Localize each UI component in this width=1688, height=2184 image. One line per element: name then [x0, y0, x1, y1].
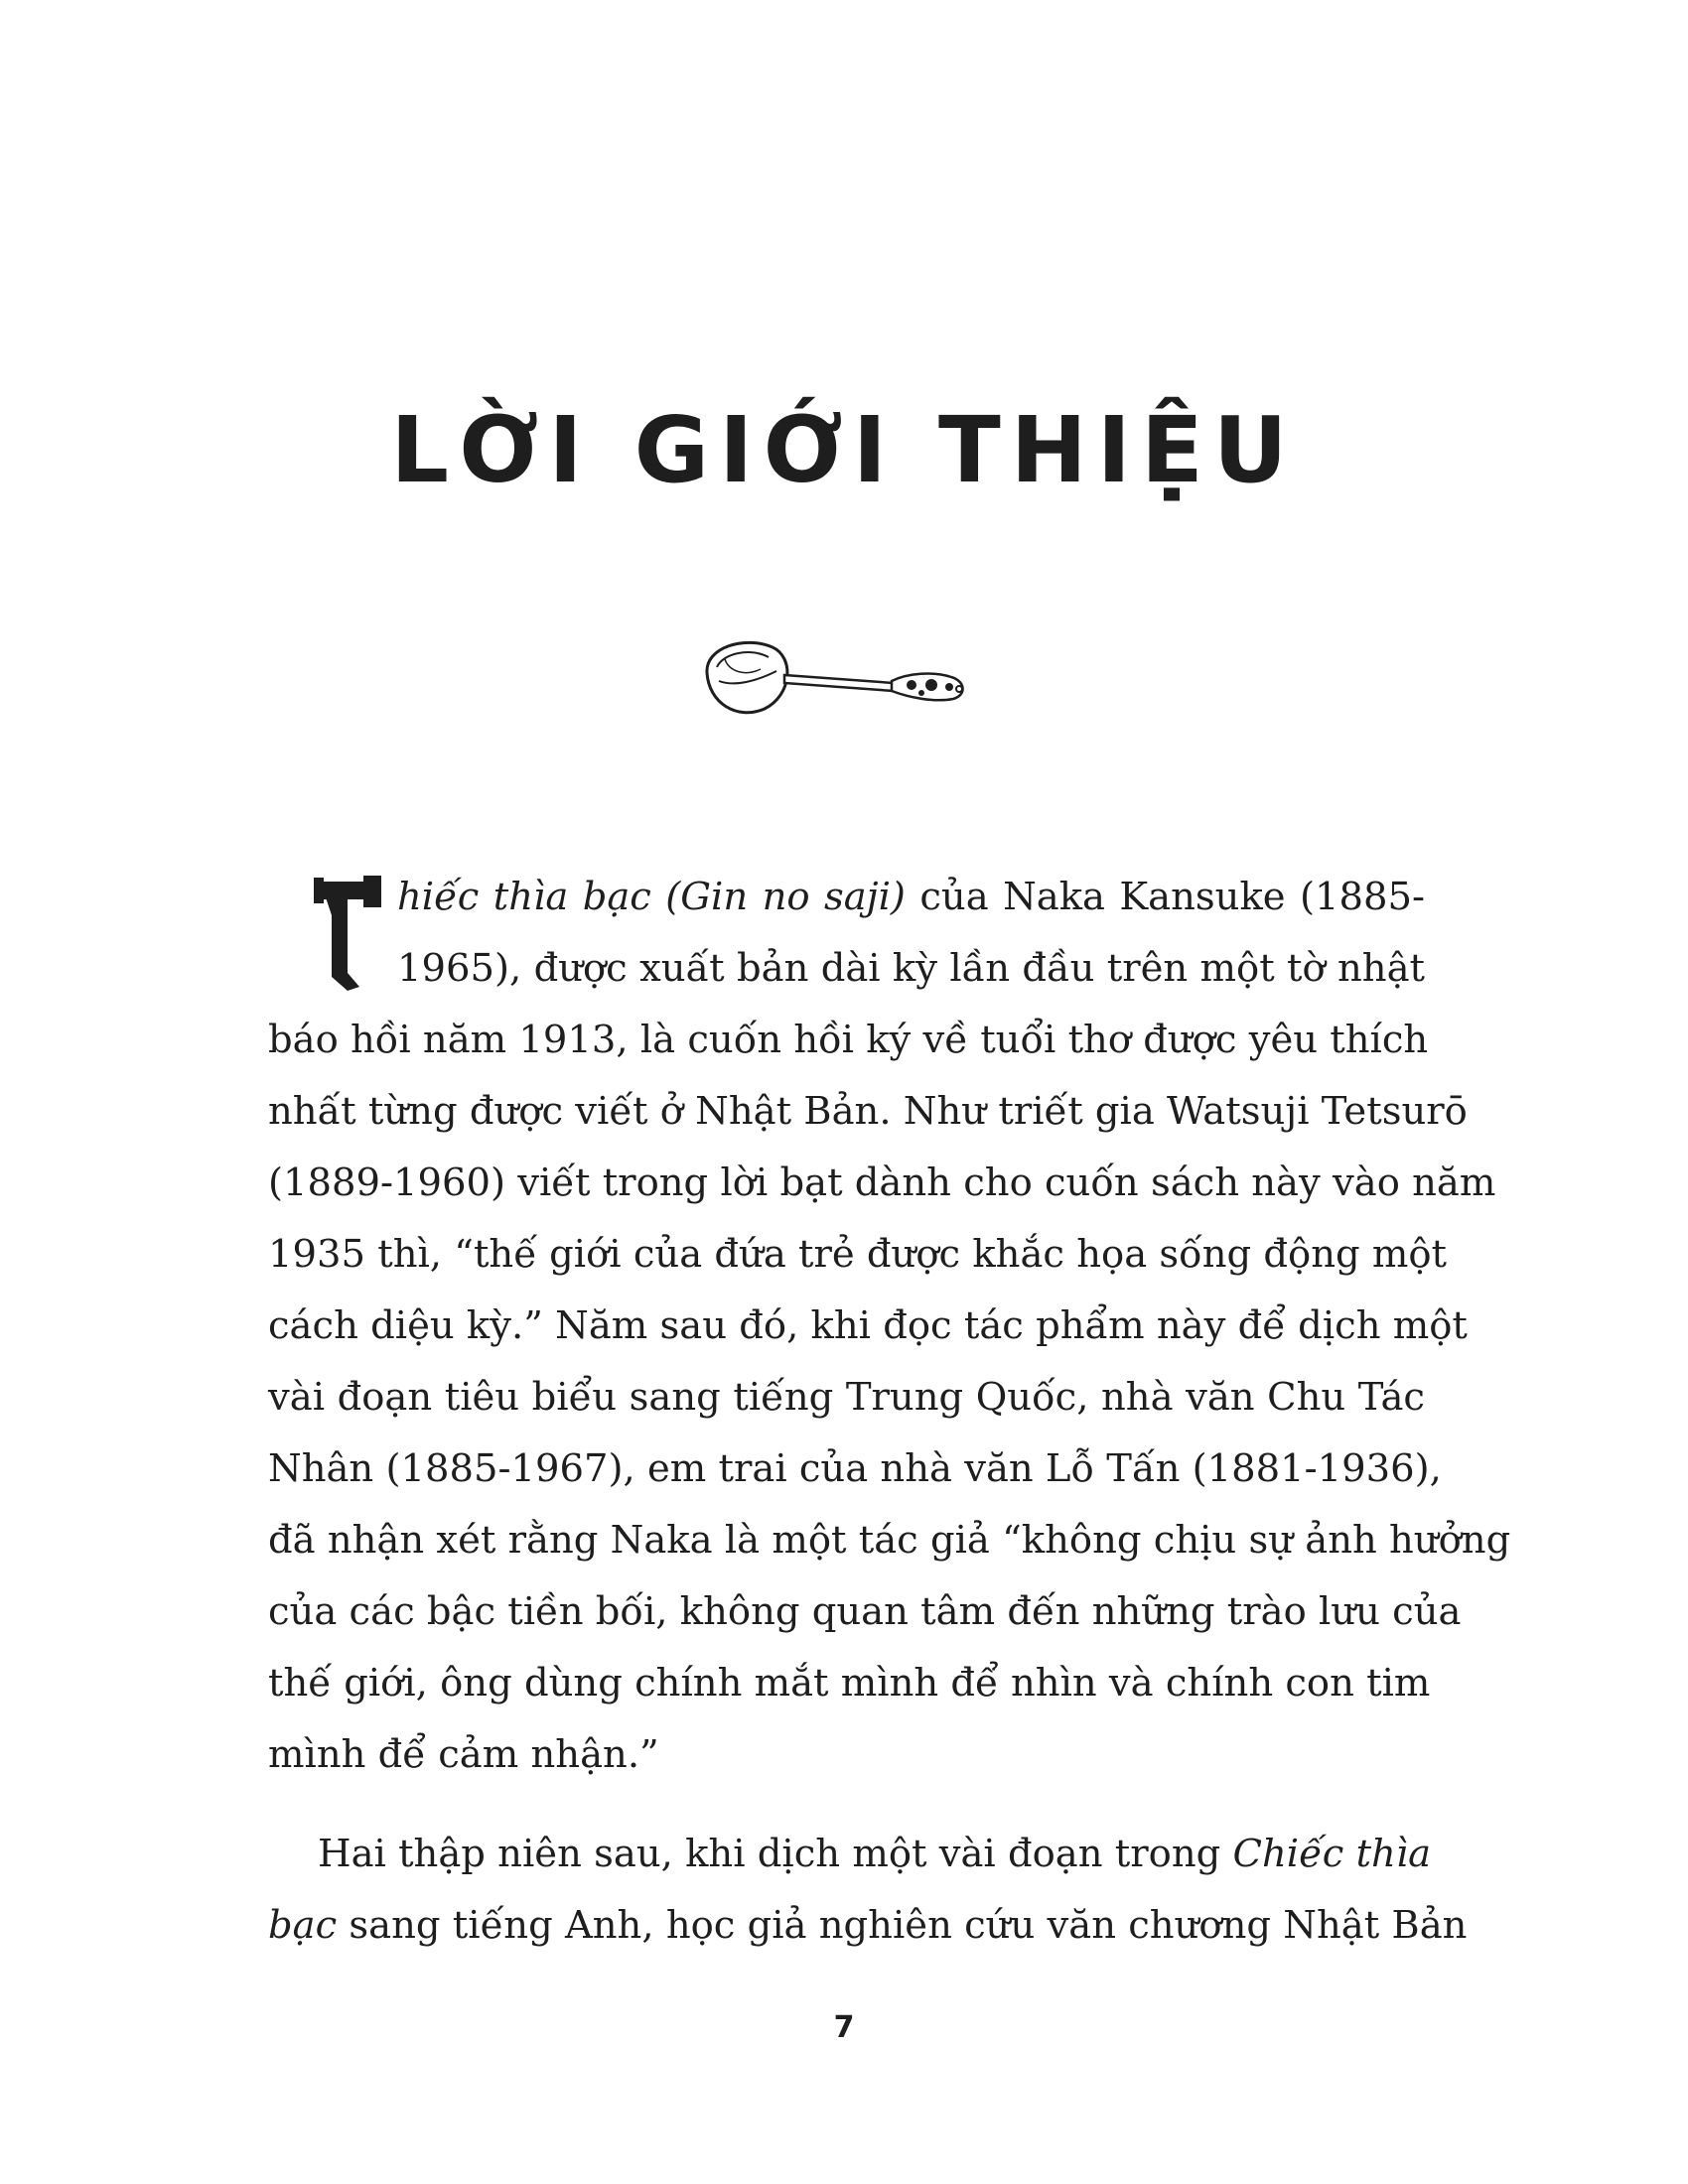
page-number: 7: [833, 2010, 855, 2045]
text-line: Nhân (1885-1967), em trai của nhà văn Lỗ Tấn (1881-1936),: [268, 1446, 1442, 1491]
text-line: 1965), được xuất bản dài kỳ lần đầu trên một tờ nhật: [397, 946, 1425, 991]
text-line: vài đoạn tiêu biểu sang tiếng Trung Quốc, nhà văn Chu Tác: [268, 1375, 1425, 1420]
silver-spoon-illustration: [695, 625, 973, 725]
text-line: bạc sang tiếng Anh, học giả nghiên cứu văn chương Nhật Bản: [268, 1903, 1468, 1948]
text-line: đã nhận xét rằng Naka là một tác giả “không chịu sự ảnh hưởng: [268, 1518, 1511, 1563]
text-line: của các bậc tiền bối, không quan tâm đến những trào lưu của: [268, 1589, 1462, 1634]
chapter-title: LỜI GIỚI THIỆU: [390, 397, 1298, 503]
text-line: (1889-1960) viết trong lời bạt dành cho cuốn sách này vào năm: [268, 1160, 1496, 1205]
body-text: [268, 862, 1511, 1962]
text-line: mình để cảm nhận.”: [268, 1732, 659, 1777]
text-line: thế giới, ông dùng chính mắt mình để nhìn và chính con tim: [268, 1661, 1431, 1706]
text-line: nhất từng được viết ở Nhật Bản. Như triết gia Watsuji Tetsurō: [268, 1089, 1468, 1134]
text-line: Hai thập niên sau, khi dịch một vài đoạn trong Chiếc thìa: [318, 1832, 1432, 1876]
text-line: báo hồi năm 1913, là cuốn hồi ký về tuổi thơ được yêu thích: [268, 1018, 1429, 1062]
text-line: hiếc thìa bạc (Gin no saji) của Naka Kansuke (1885-: [397, 875, 1425, 919]
text-line: cách diệu kỳ.” Năm sau đó, khi đọc tác phẩm này để dịch một: [268, 1303, 1468, 1348]
text-line: 1935 thì, “thế giới của đứa trẻ được khắc họa sống động một: [268, 1232, 1448, 1277]
